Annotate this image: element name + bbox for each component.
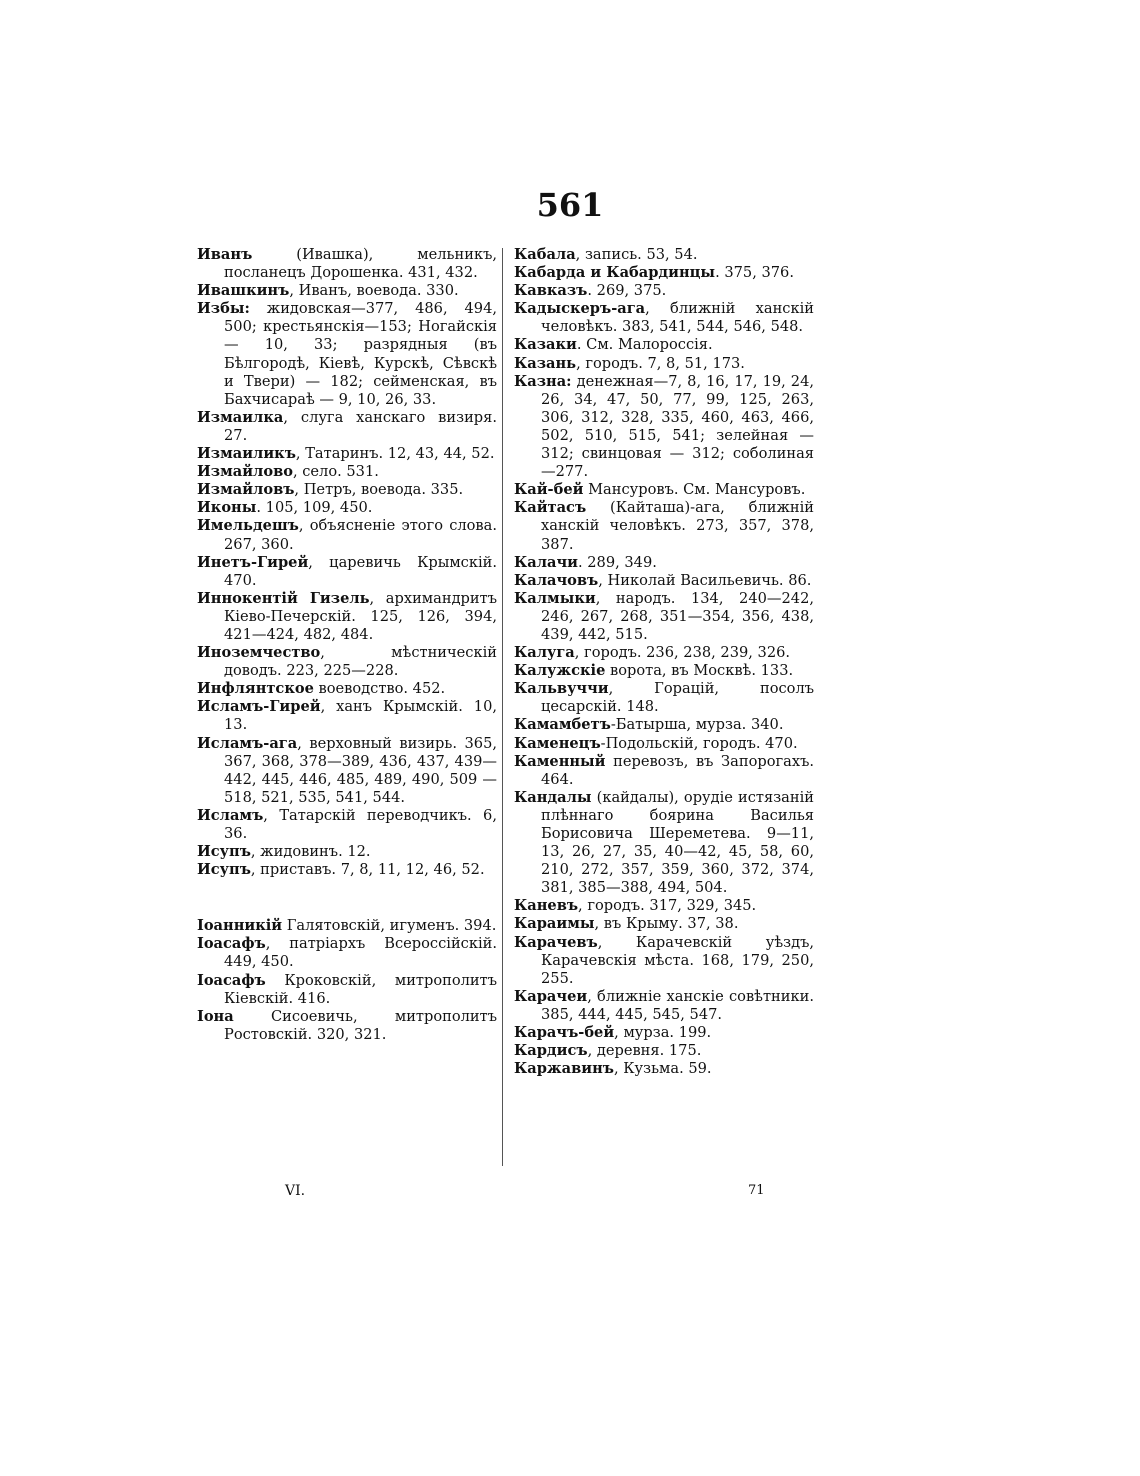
- entry-text: , слуга ханскаго визиря. 27.: [224, 408, 497, 444]
- index-entry: [514, 246, 814, 264]
- entry-text: -Подольскій, городъ. 470.: [600, 734, 798, 752]
- index-entry: [514, 1042, 814, 1060]
- entry-text: , деревня. 175.: [587, 1042, 702, 1060]
- entry-heading: Кандалы: [514, 788, 592, 806]
- entry-heading: Калуга: [514, 644, 575, 662]
- entry-heading: Кай-бей: [514, 481, 584, 499]
- index-entry: [514, 1024, 814, 1042]
- entry-text: , городъ. 317, 329, 345.: [578, 897, 757, 915]
- entry-text: (кайдалы), орудіе истязаній плѣннаго боярина Василья Борисовича Шереметева. 9—11, 13, 26, 27, 35, 40—42, 45, 58, 60, 210, 272, 357, 359, 360, 372, 374, 381, 385—388, 494, 504.: [541, 788, 814, 897]
- index-entry: [514, 554, 814, 572]
- entry-heading: Каржавинъ: [514, 1060, 614, 1078]
- index-entry: [514, 644, 814, 662]
- entry-text: , патріархъ Всероссійскій. 449, 450.: [224, 935, 497, 971]
- entry-heading: Кадыскеръ-ага: [514, 300, 646, 318]
- entry-text: Сисоевичь, митрополитъ Ростовскій. 320, 321.: [224, 1007, 497, 1043]
- index-entry: [514, 300, 814, 336]
- entry-heading: Іоасафъ: [197, 971, 266, 989]
- entry-text: ворота, въ Москвѣ. 133.: [605, 662, 794, 680]
- entry-heading: Кабарда и Кабардинцы: [514, 264, 716, 282]
- index-entry: [514, 988, 814, 1024]
- entry-text: , село. 531.: [292, 463, 379, 481]
- entry-text: . См. Малороссія.: [576, 336, 713, 354]
- index-entry: [514, 373, 814, 482]
- index-entry: [197, 807, 497, 843]
- entry-text: , Татарскій переводчикъ. 6, 36.: [224, 806, 497, 842]
- entry-heading: Казаки: [514, 336, 577, 354]
- index-entry: [514, 499, 814, 553]
- index-entry: [197, 445, 497, 463]
- index-entry: [514, 662, 814, 680]
- entry-heading: Калачовъ: [514, 571, 599, 589]
- index-entry: [514, 915, 814, 933]
- index-entry: [197, 517, 497, 553]
- sheet-number: 71: [748, 1183, 765, 1198]
- index-column-right: [514, 246, 814, 1078]
- entry-heading: Измаилка: [197, 408, 284, 426]
- entry-heading: Калмыки: [514, 589, 596, 607]
- entry-heading: Иконы: [197, 499, 257, 517]
- entry-text: , Кузьма. 59.: [613, 1060, 712, 1078]
- entry-text: . 375, 376.: [715, 264, 794, 282]
- entry-text: воеводство. 452.: [313, 680, 446, 698]
- entry-heading: Ивашкинъ: [197, 282, 290, 300]
- entry-heading: Калачи: [514, 553, 578, 571]
- entry-heading: Кардисъ: [514, 1042, 588, 1060]
- entry-text: Кроковскій, митрополитъ Кіевскій. 416.: [224, 971, 497, 1007]
- entry-heading: Иннокентій Гизель: [197, 589, 370, 607]
- entry-text: , жидовинъ. 12.: [250, 843, 371, 861]
- index-entry: [197, 644, 497, 680]
- entry-text: , запись. 53, 54.: [575, 246, 698, 263]
- entry-heading: Карачъ-бей: [514, 1024, 615, 1042]
- entry-heading: Кальвуччи: [514, 680, 609, 698]
- index-entry: [197, 300, 497, 409]
- index-entry: [514, 355, 814, 373]
- entry-text: жидовская—377, 486, 494, 500; крестьянскія—153; Ногайскія — 10, 33; разрядныя (въ Бѣлгородѣ, Кіевѣ, Курскѣ, Сѣвскѣ и Твери) — 182; сейменская, въ Бахчисараѣ — 9, 10, 26, 33.: [224, 300, 497, 408]
- entry-heading: Кавказъ: [514, 282, 588, 300]
- entry-text: -Батырша, мурза. 340.: [610, 716, 784, 734]
- index-entry: [197, 861, 497, 879]
- entry-text: , Карачевскій уѣздъ, Карачевскія мѣста. 168, 179, 250, 255.: [541, 933, 814, 987]
- entry-text: , мурза. 199.: [614, 1024, 712, 1042]
- entry-heading: Каневъ: [514, 897, 579, 915]
- entry-heading: Инетъ-Гирей: [197, 553, 309, 571]
- column-divider: [502, 248, 503, 1166]
- index-entry: [197, 463, 497, 481]
- entry-text: , Горацій, посолъ цесарскій. 148.: [541, 680, 814, 716]
- entry-heading: Избы:: [197, 300, 250, 318]
- index-entry: [514, 572, 814, 590]
- index-entry: [197, 735, 497, 807]
- entry-text: , народъ. 134, 240—242, 246, 267, 268, 351—354, 356, 438, 439, 442, 515.: [541, 589, 814, 643]
- entry-text: . 289, 349.: [577, 553, 657, 571]
- entry-text: , городъ. 236, 238, 239, 326.: [574, 644, 791, 662]
- index-entry: [514, 753, 814, 789]
- entry-heading: Каменный: [514, 752, 606, 770]
- entry-text: , приставъ. 7, 8, 11, 12, 46, 52.: [250, 861, 485, 879]
- entry-text: , Иванъ, воевода. 330.: [289, 282, 459, 300]
- index-entry: [197, 590, 497, 644]
- index-entry: [197, 282, 497, 300]
- entry-heading: Иноземчество: [197, 644, 321, 662]
- index-entry: [514, 897, 814, 915]
- entry-heading: Инфлянтское: [197, 680, 314, 698]
- index-entry: [197, 499, 497, 517]
- entry-text: , ближніе ханскіе совѣтники. 385, 444, 445, 545, 547.: [541, 987, 814, 1023]
- index-entry: [514, 282, 814, 300]
- entry-heading: Исупъ: [197, 843, 251, 861]
- entry-text: , архимандритъ Кіево-Печерскій. 125, 126, 394, 421—424, 482, 484.: [224, 589, 497, 643]
- entry-heading: Иванъ: [197, 246, 253, 263]
- entry-heading: Каменецъ: [514, 734, 601, 752]
- entry-heading: Имельдешъ: [197, 517, 299, 535]
- entry-text: , ханъ Крымскій. 10, 13.: [224, 698, 497, 734]
- entry-text: , въ Крыму. 37, 38.: [594, 915, 739, 933]
- index-entry: [197, 1008, 497, 1044]
- entry-heading: Кабала: [514, 246, 576, 263]
- entry-heading: Камамбетъ: [514, 716, 611, 734]
- index-entry: [514, 1060, 814, 1078]
- entry-heading: Карачеи: [514, 987, 588, 1005]
- entry-heading: Казань: [514, 354, 577, 372]
- entry-text: . 269, 375.: [587, 282, 667, 300]
- entry-text: . 105, 109, 450.: [256, 499, 373, 517]
- index-entry: [514, 680, 814, 716]
- entry-text: , верховный визирь. 365, 367, 368, 378—389, 436, 437, 439—442, 445, 446, 485, 489, 490, 509 — 518, 521, 535, 541, 544.: [224, 734, 497, 806]
- index-entry: [514, 264, 814, 282]
- entry-heading: Исламъ-ага: [197, 734, 298, 752]
- entry-heading: Исламъ-Гирей: [197, 698, 321, 716]
- entry-text: денежная—7, 8, 16, 17, 19, 24, 26, 34, 47, 50, 77, 99, 125, 263, 306, 312, 328, 335, 460, 463, 466, 502, 510, 515, 541; зелейная — 312; свинцовая — 312; соболиная—277.: [541, 372, 814, 481]
- index-entry: [197, 935, 497, 971]
- index-entry: [197, 409, 497, 445]
- entry-heading: Іоасафъ: [197, 935, 266, 953]
- entry-heading: Іона: [197, 1007, 234, 1025]
- index-entry: [197, 246, 497, 282]
- index-entry: [197, 554, 497, 590]
- entry-text: Галятовскій, игуменъ. 394.: [282, 917, 497, 935]
- entry-text: Мансуровъ. См. Мансуровъ.: [583, 481, 806, 499]
- index-entry: [197, 698, 497, 734]
- entry-heading: Измайлово: [197, 463, 293, 481]
- entry-heading: Исламъ: [197, 806, 264, 824]
- entry-text: , объясненіе этого слова. 267, 360.: [224, 517, 497, 553]
- entry-heading: Исупъ: [197, 861, 251, 879]
- entry-heading: Калужскіе: [514, 662, 606, 680]
- index-entry: [514, 934, 814, 988]
- entry-text: , городъ. 7, 8, 51, 173.: [576, 354, 745, 372]
- entry-text: , Петръ, воевода. 335.: [294, 481, 464, 499]
- entry-text: перевозъ, въ Запорогахъ. 464.: [541, 752, 814, 788]
- index-entry: [514, 481, 814, 499]
- entry-heading: Караимы: [514, 915, 595, 933]
- page-number: 561: [536, 186, 604, 224]
- index-entry: [514, 716, 814, 734]
- entry-text: , ближній ханскій человѣкъ. 383, 541, 544, 546, 548.: [541, 300, 814, 336]
- entry-text: , Николай Васильевичь. 86.: [598, 571, 812, 589]
- section-gap: [197, 879, 497, 917]
- index-entry: [514, 590, 814, 644]
- index-entry: [514, 735, 814, 753]
- index-entry: [197, 481, 497, 499]
- entry-heading: Измаиликъ: [197, 445, 296, 463]
- entry-heading: Измайловъ: [197, 481, 295, 499]
- entry-heading: Казна:: [514, 372, 572, 390]
- entry-heading: Кайтасъ: [514, 499, 587, 517]
- entry-text: (Ивашка), мельникъ, посланецъ Дорошенка. 431, 432.: [224, 246, 497, 282]
- entry-text: (Кайташа)-ага, ближній ханскій человѣкъ. 273, 357, 378, 387.: [541, 499, 814, 553]
- index-entry: [197, 917, 497, 935]
- index-entry: [514, 789, 814, 898]
- signature-mark: VI.: [285, 1183, 306, 1199]
- entry-heading: Іоанникій: [197, 917, 283, 935]
- index-entry: [197, 843, 497, 861]
- index-entry: [197, 972, 497, 1008]
- entry-text: , мѣстническій доводъ. 223, 225—228.: [224, 644, 497, 680]
- entry-text: , царевичь Крымскій. 470.: [224, 553, 497, 589]
- index-column-left: [197, 246, 497, 1044]
- index-entry: [514, 336, 814, 354]
- entry-text: , Татаринъ. 12, 43, 44, 52.: [295, 445, 495, 463]
- entry-heading: Карачевъ: [514, 933, 598, 951]
- index-entry: [197, 680, 497, 698]
